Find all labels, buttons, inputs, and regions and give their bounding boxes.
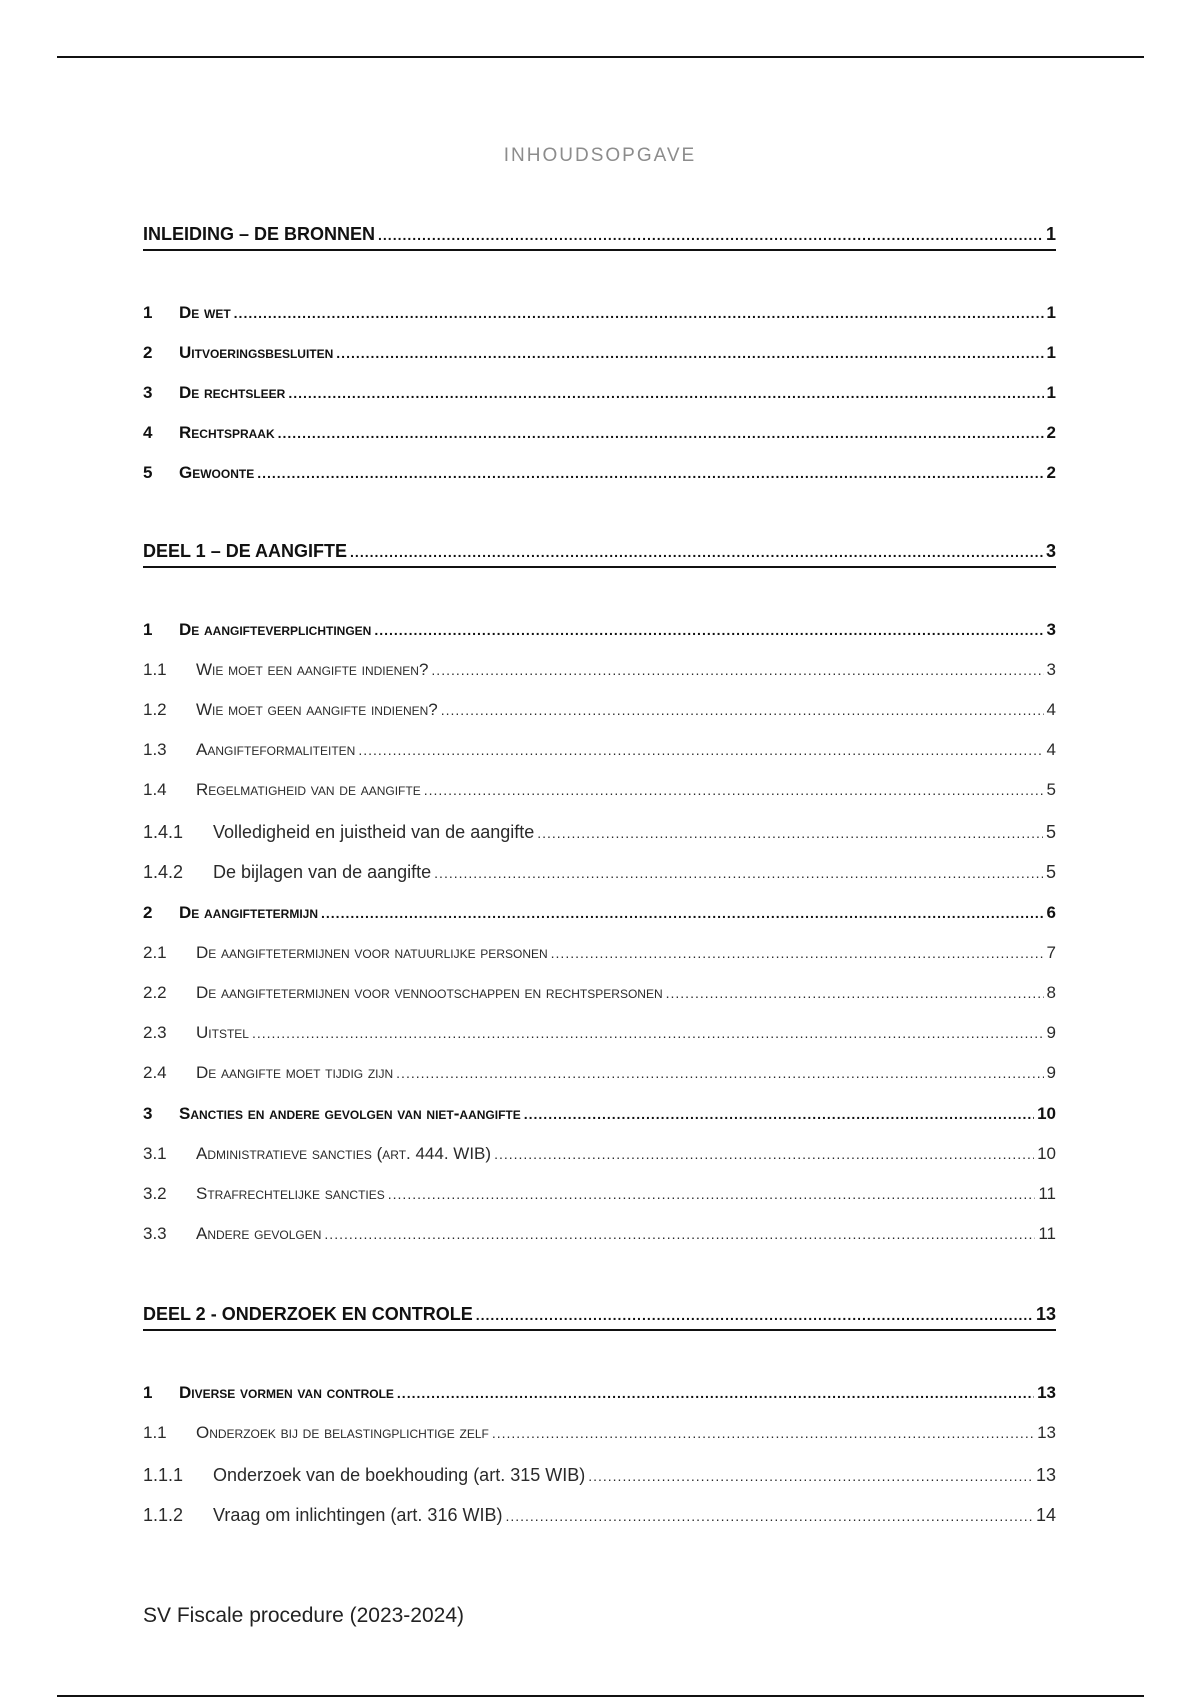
toc-dot-leader xyxy=(288,385,1043,401)
toc-entry-number: 2.1 xyxy=(143,943,167,962)
footer-rule xyxy=(57,1695,1144,1697)
toc-entry-page: 6 xyxy=(1046,903,1056,922)
toc-chapter-entry[interactable] xyxy=(143,1383,1056,1409)
toc-entry-page: 10 xyxy=(1037,1104,1056,1123)
toc-entry-page: 4 xyxy=(1046,700,1056,719)
toc-entry-label: Volledigheid en juistheid van de aangifte xyxy=(213,822,535,842)
toc-dot-leader xyxy=(252,1025,1044,1041)
toc-chapter-entry[interactable] xyxy=(143,423,1056,449)
toc-entry-page: 2 xyxy=(1046,463,1056,482)
toc-dot-leader xyxy=(505,1508,1033,1524)
toc-entry-page: 8 xyxy=(1046,983,1056,1002)
toc-section-entry[interactable] xyxy=(143,1023,1056,1049)
toc-section-entry[interactable] xyxy=(143,1144,1056,1170)
toc-section-entry[interactable] xyxy=(143,1224,1056,1250)
toc-entry-page: 13 xyxy=(1035,1465,1056,1485)
toc-entry-number: 1.1.1 xyxy=(143,1465,184,1485)
toc-subsection-entry[interactable] xyxy=(143,1465,1056,1491)
toc-entry-number: 1 xyxy=(143,1383,153,1402)
toc-entry-page: 9 xyxy=(1046,1063,1056,1082)
toc-entry-page: 1 xyxy=(1046,383,1056,402)
toc-dot-leader xyxy=(358,742,1043,758)
toc-entry-label: De aangiftetermijnen voor vennootschappen en rechtspersonen xyxy=(196,983,663,1002)
toc-dot-leader xyxy=(278,425,1044,441)
toc-entry-number: 1.4 xyxy=(143,780,167,799)
toc-dot-leader xyxy=(666,985,1044,1001)
toc-dot-leader xyxy=(434,865,1043,881)
toc-section-entry[interactable] xyxy=(143,660,1056,686)
toc-entry-number: 2 xyxy=(143,903,153,922)
toc-entry-page: 3 xyxy=(1045,541,1056,561)
toc-entry-page: 9 xyxy=(1046,1023,1056,1042)
toc-entry-number: 3.2 xyxy=(143,1184,167,1203)
toc-entry-label: De rechtsleer xyxy=(179,383,286,402)
toc-entry-number: 2 xyxy=(143,343,153,362)
toc-dot-leader xyxy=(441,702,1044,718)
toc-chapter-entry[interactable] xyxy=(143,343,1056,369)
page-footer: SV Fiscale procedure (2023-2024) xyxy=(143,1604,465,1627)
toc-entry-number: 2.4 xyxy=(143,1063,167,1082)
toc-entry-page: 5 xyxy=(1045,822,1056,842)
toc-entry-label: Regelmatigheid van de aangifte xyxy=(196,780,421,799)
toc-subsection-entry[interactable] xyxy=(143,862,1056,888)
toc-chapter-entry[interactable] xyxy=(143,463,1056,489)
toc-section-entry[interactable] xyxy=(143,943,1056,969)
toc-section-entry[interactable] xyxy=(143,700,1056,726)
toc-entry-page: 13 xyxy=(1037,1423,1056,1442)
toc-entry-label: De aangifte moet tijdig zijn xyxy=(196,1063,394,1082)
toc-dot-leader xyxy=(476,1307,1033,1323)
toc-entry-page: 1 xyxy=(1046,343,1056,362)
toc-dot-leader xyxy=(257,465,1043,481)
toc-chapter-entry[interactable] xyxy=(143,303,1056,329)
toc-entry-number: 2.3 xyxy=(143,1023,167,1042)
toc-section-entry[interactable] xyxy=(143,780,1056,806)
toc-entry-label: DEEL 1 – DE AANGIFTE xyxy=(143,541,348,561)
toc-chapter-entry[interactable] xyxy=(143,1104,1056,1130)
toc-chapter-entry[interactable] xyxy=(143,383,1056,409)
toc-part-deel-1[interactable] xyxy=(143,541,1056,568)
toc-section-entry[interactable] xyxy=(143,740,1056,766)
toc-dot-leader xyxy=(234,305,1044,321)
toc-section-entry[interactable] xyxy=(143,1063,1056,1089)
toc-entry-label: Andere gevolgen xyxy=(196,1224,322,1243)
toc-entry-label: Diverse vormen van controle xyxy=(179,1383,394,1402)
toc-dot-leader xyxy=(492,1425,1034,1441)
toc-entry-label: De aangiftetermijnen voor natuurlijke personen xyxy=(196,943,548,962)
toc-section-entry[interactable] xyxy=(143,1423,1056,1449)
toc-chapter-entry[interactable] xyxy=(143,903,1056,929)
toc-entry-label: Onderzoek bij de belastingplichtige zelf xyxy=(196,1423,489,1442)
toc-entry-page: 11 xyxy=(1038,1224,1056,1243)
toc-dot-leader xyxy=(397,1385,1034,1401)
toc-entry-number: 1.1 xyxy=(143,660,167,679)
toc-entry-label: Administratieve sancties (art. 444. WIB) xyxy=(196,1144,492,1163)
toc-entry-label: De aangifteverplichtingen xyxy=(179,620,372,639)
toc-entry-page: 3 xyxy=(1046,620,1056,639)
toc-part-inleiding[interactable] xyxy=(143,224,1056,251)
toc-entry-label: Onderzoek van de boekhouding (art. 315 WIB) xyxy=(213,1465,586,1485)
toc-part-deel-2[interactable] xyxy=(143,1304,1056,1331)
toc-section-entry[interactable] xyxy=(143,983,1056,1009)
toc-entry-page: 4 xyxy=(1046,740,1056,759)
toc-entry-label: Rechtspraak xyxy=(179,423,275,442)
toc-dot-leader xyxy=(494,1146,1034,1162)
toc-entry-number: 1.1.2 xyxy=(143,1505,184,1525)
toc-entry-page: 11 xyxy=(1038,1184,1056,1203)
toc-entry-page: 1 xyxy=(1046,303,1056,322)
toc-dot-leader xyxy=(336,345,1043,361)
toc-entry-page: 3 xyxy=(1046,660,1056,679)
toc-entry-label: De wet xyxy=(179,303,231,322)
toc-subsection-entry[interactable] xyxy=(143,1505,1056,1531)
toc-entry-page: 5 xyxy=(1045,862,1056,882)
toc-entry-page: 13 xyxy=(1037,1383,1056,1402)
toc-entry-number: 1.4.1 xyxy=(143,822,184,842)
toc-entry-label: De bijlagen van de aangifte xyxy=(213,862,432,882)
toc-entry-number: 4 xyxy=(143,423,153,442)
toc-entry-label: Vraag om inlichtingen (art. 316 WIB) xyxy=(213,1505,503,1525)
toc-title: INHOUDSOPGAVE xyxy=(503,145,697,166)
toc-entry-label: Aangifteformaliteiten xyxy=(196,740,356,759)
toc-entry-label: Wie moet een aangifte indienen? xyxy=(196,660,429,679)
toc-entry-number: 1.1 xyxy=(143,1423,167,1442)
toc-dot-leader xyxy=(396,1065,1043,1081)
toc-entry-label: Uitstel xyxy=(196,1023,249,1042)
toc-entry-label: DEEL 2 - ONDERZOEK EN CONTROLE xyxy=(143,1304,473,1324)
toc-dot-leader xyxy=(321,905,1044,921)
toc-entry-number: 1.3 xyxy=(143,740,167,759)
toc-entry-label: INLEIDING – DE BRONNEN xyxy=(143,224,376,244)
toc-entry-label: De aangiftetermijn xyxy=(179,903,319,922)
toc-entry-page: 2 xyxy=(1046,423,1056,442)
toc-dot-leader xyxy=(374,622,1043,638)
toc-subsection-entry[interactable] xyxy=(143,822,1056,848)
toc-entry-number: 5 xyxy=(143,463,153,482)
toc-dot-leader xyxy=(388,1186,1036,1202)
toc-entry-number: 1 xyxy=(143,620,153,639)
toc-entry-label: Strafrechtelijke sancties xyxy=(196,1184,385,1203)
toc-entry-page: 1 xyxy=(1045,224,1056,244)
header-rule xyxy=(57,56,1144,58)
toc-entry-label: Uitvoeringsbesluiten xyxy=(179,343,334,362)
toc-entry-label: Gewoonte xyxy=(179,463,255,482)
toc-section-entry[interactable] xyxy=(143,1184,1056,1210)
toc-entry-page: 13 xyxy=(1035,1304,1056,1324)
toc-entry-number: 1.2 xyxy=(143,700,167,719)
toc-dot-leader xyxy=(431,662,1043,678)
toc-entry-number: 3.3 xyxy=(143,1224,167,1243)
toc-entry-number: 1.4.2 xyxy=(143,862,184,882)
toc-entry-number: 1 xyxy=(143,303,153,322)
toc-entry-number: 3 xyxy=(143,383,153,402)
toc-entry-number: 3 xyxy=(143,1104,153,1123)
toc-entry-number: 2.2 xyxy=(143,983,167,1002)
toc-entry-page: 14 xyxy=(1035,1505,1056,1525)
toc-dot-leader xyxy=(537,825,1043,841)
toc-dot-leader xyxy=(350,544,1043,560)
toc-entry-page: 7 xyxy=(1046,943,1056,962)
toc-entry-label: Sancties en andere gevolgen van niet-aangifte xyxy=(179,1104,521,1123)
toc-entry-label: Wie moet geen aangifte indienen? xyxy=(196,700,438,719)
toc-dot-leader xyxy=(378,227,1043,243)
toc-chapter-entry[interactable] xyxy=(143,620,1056,646)
toc-dot-leader xyxy=(424,782,1044,798)
toc-entry-page: 5 xyxy=(1046,780,1056,799)
toc-dot-leader xyxy=(524,1106,1034,1122)
toc-entry-number: 3.1 xyxy=(143,1144,167,1163)
toc-dot-leader xyxy=(324,1226,1035,1242)
toc-entry-page: 10 xyxy=(1037,1144,1056,1163)
toc-dot-leader xyxy=(551,945,1044,961)
toc-dot-leader xyxy=(588,1468,1033,1484)
